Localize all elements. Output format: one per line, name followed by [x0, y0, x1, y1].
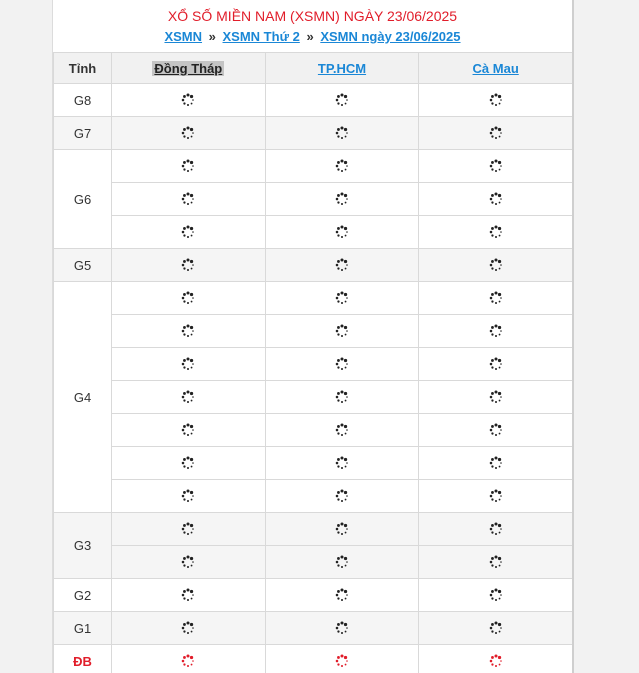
- province-link-ca-mau[interactable]: Cà Mau: [472, 60, 519, 76]
- result-cell-tp-hcm: [265, 216, 419, 249]
- loading-spinner-icon: [489, 324, 503, 338]
- loading-spinner-icon: [335, 225, 349, 239]
- result-cell-ca-mau: [419, 612, 573, 645]
- loading-spinner-icon: [335, 456, 349, 470]
- loading-spinner-icon: [335, 324, 349, 338]
- table-row: [54, 84, 573, 117]
- table-header-row: [54, 53, 573, 84]
- table-row: [54, 612, 573, 645]
- loading-spinner-icon: [181, 621, 195, 635]
- loading-spinner-icon: [489, 423, 503, 437]
- prize-label: G4: [54, 282, 112, 513]
- loading-spinner-icon: [335, 423, 349, 437]
- loading-spinner-icon: [181, 126, 195, 140]
- result-cell-ca-mau: [419, 249, 573, 282]
- result-cell-dong-thap: [112, 513, 266, 546]
- page-title: XỔ SỐ MIỀN NAM (XSMN) NGÀY 23/06/2025: [167, 8, 458, 24]
- result-cell-dong-thap: [112, 480, 266, 513]
- column-header-province-label: Tỉnh: [54, 53, 112, 84]
- loading-spinner-icon: [335, 291, 349, 305]
- result-cell-tp-hcm: [265, 282, 419, 315]
- loading-spinner-icon: [489, 489, 503, 503]
- result-cell-dong-thap: [112, 579, 266, 612]
- result-cell-ca-mau: [419, 117, 573, 150]
- loading-spinner-icon: [181, 159, 195, 173]
- loading-spinner-icon: [181, 522, 195, 536]
- loading-spinner-icon: [181, 456, 195, 470]
- table-row: [54, 414, 573, 447]
- loading-spinner-icon: [489, 390, 503, 404]
- breadcrumb: [53, 27, 572, 47]
- prize-label: G8: [54, 84, 112, 117]
- prize-label: ĐB: [54, 645, 112, 673]
- loading-spinner-icon: [335, 126, 349, 140]
- result-cell-dong-thap: [112, 546, 266, 579]
- table-row: [54, 480, 573, 513]
- result-cell-tp-hcm: [265, 84, 419, 117]
- loading-spinner-icon: [181, 258, 195, 272]
- result-cell-ca-mau: [419, 381, 573, 414]
- loading-spinner-icon: [489, 555, 503, 569]
- table-row: [54, 117, 573, 150]
- loading-spinner-icon: [181, 390, 195, 404]
- result-cell-dong-thap: [112, 612, 266, 645]
- loading-spinner-icon: [489, 522, 503, 536]
- loading-spinner-icon: [489, 126, 503, 140]
- prize-label: G2: [54, 579, 112, 612]
- table-row: [54, 546, 573, 579]
- prize-label: G7: [54, 117, 112, 150]
- loading-spinner-icon: [335, 654, 349, 668]
- result-cell-dong-thap: [112, 117, 266, 150]
- loading-spinner-icon: [489, 93, 503, 107]
- result-cell-tp-hcm: [265, 150, 419, 183]
- column-header-ca-mau[interactable]: [419, 53, 573, 84]
- table-row: [54, 381, 573, 414]
- loading-spinner-icon: [489, 654, 503, 668]
- breadcrumb-link-xsmn-thu-2[interactable]: XSMN Thứ 2: [222, 29, 300, 44]
- result-cell-tp-hcm: [265, 348, 419, 381]
- prize-label: G3: [54, 513, 112, 579]
- loading-spinner-icon: [489, 159, 503, 173]
- result-cell-dong-thap: [112, 216, 266, 249]
- table-row: [54, 183, 573, 216]
- result-cell-tp-hcm: [265, 381, 419, 414]
- table-row: [54, 447, 573, 480]
- column-header-tp-hcm[interactable]: [265, 53, 419, 84]
- loading-spinner-icon: [335, 159, 349, 173]
- result-cell-dong-thap: [112, 183, 266, 216]
- result-cell-tp-hcm: [265, 117, 419, 150]
- results-card: [52, 0, 574, 673]
- table-row: [54, 645, 573, 673]
- province-link-tp-hcm[interactable]: TP.HCM: [317, 60, 367, 76]
- loading-spinner-icon: [181, 225, 195, 239]
- loading-spinner-icon: [489, 225, 503, 239]
- result-cell-ca-mau: [419, 414, 573, 447]
- table-row: [54, 315, 573, 348]
- result-cell-tp-hcm: [265, 513, 419, 546]
- result-cell-tp-hcm: [265, 249, 419, 282]
- loading-spinner-icon: [335, 258, 349, 272]
- result-cell-tp-hcm: [265, 612, 419, 645]
- table-row: [54, 150, 573, 183]
- result-cell-dong-thap: [112, 381, 266, 414]
- result-cell-dong-thap: [112, 150, 266, 183]
- table-row: [54, 579, 573, 612]
- loading-spinner-icon: [335, 93, 349, 107]
- result-cell-dong-thap: [112, 249, 266, 282]
- loading-spinner-icon: [181, 588, 195, 602]
- loading-spinner-icon: [335, 555, 349, 569]
- prize-label: G1: [54, 612, 112, 645]
- result-cell-ca-mau: [419, 348, 573, 381]
- result-cell-dong-thap: [112, 315, 266, 348]
- loading-spinner-icon: [181, 291, 195, 305]
- result-cell-ca-mau: [419, 513, 573, 546]
- result-cell-tp-hcm: [265, 579, 419, 612]
- table-row: [54, 513, 573, 546]
- breadcrumb-separator: »: [306, 29, 314, 44]
- loading-spinner-icon: [489, 588, 503, 602]
- loading-spinner-icon: [335, 390, 349, 404]
- result-cell-dong-thap: [112, 84, 266, 117]
- loading-spinner-icon: [181, 192, 195, 206]
- result-cell-tp-hcm: [265, 645, 419, 673]
- breadcrumb-link-xsmn[interactable]: XSMN: [164, 29, 203, 44]
- result-cell-tp-hcm: [265, 447, 419, 480]
- loading-spinner-icon: [489, 621, 503, 635]
- loading-spinner-icon: [181, 654, 195, 668]
- loading-spinner-icon: [181, 93, 195, 107]
- result-cell-dong-thap: [112, 645, 266, 673]
- result-cell-ca-mau: [419, 282, 573, 315]
- result-cell-ca-mau: [419, 645, 573, 673]
- result-cell-ca-mau: [419, 546, 573, 579]
- loading-spinner-icon: [489, 192, 503, 206]
- loading-spinner-icon: [489, 456, 503, 470]
- result-cell-tp-hcm: [265, 414, 419, 447]
- result-cell-ca-mau: [419, 579, 573, 612]
- result-cell-tp-hcm: [265, 480, 419, 513]
- province-tab-dong-thap[interactable]: Đồng Tháp: [154, 60, 223, 76]
- loading-spinner-icon: [181, 555, 195, 569]
- loading-spinner-icon: [335, 588, 349, 602]
- result-cell-dong-thap: [112, 348, 266, 381]
- loading-spinner-icon: [335, 357, 349, 371]
- prize-label: G6: [54, 150, 112, 249]
- result-cell-ca-mau: [419, 315, 573, 348]
- prize-label: G5: [54, 249, 112, 282]
- table-row: [54, 282, 573, 315]
- result-cell-ca-mau: [419, 480, 573, 513]
- result-cell-dong-thap: [112, 282, 266, 315]
- loading-spinner-icon: [181, 489, 195, 503]
- results-table: [53, 52, 573, 673]
- loading-spinner-icon: [181, 357, 195, 371]
- breadcrumb-separator: »: [208, 29, 216, 44]
- result-cell-dong-thap: [112, 447, 266, 480]
- result-cell-tp-hcm: [265, 183, 419, 216]
- loading-spinner-icon: [335, 621, 349, 635]
- loading-spinner-icon: [181, 324, 195, 338]
- result-cell-ca-mau: [419, 216, 573, 249]
- breadcrumb-link-xsmn-date[interactable]: XSMN ngày 23/06/2025: [320, 29, 461, 44]
- result-cell-dong-thap: [112, 414, 266, 447]
- loading-spinner-icon: [181, 423, 195, 437]
- column-header-dong-thap[interactable]: [112, 53, 266, 84]
- result-cell-ca-mau: [419, 183, 573, 216]
- result-cell-ca-mau: [419, 447, 573, 480]
- loading-spinner-icon: [335, 522, 349, 536]
- result-cell-tp-hcm: [265, 315, 419, 348]
- result-cell-tp-hcm: [265, 546, 419, 579]
- table-row: [54, 216, 573, 249]
- table-row: [54, 249, 573, 282]
- result-cell-ca-mau: [419, 150, 573, 183]
- loading-spinner-icon: [489, 357, 503, 371]
- result-cell-ca-mau: [419, 84, 573, 117]
- table-row: [54, 348, 573, 381]
- loading-spinner-icon: [489, 291, 503, 305]
- loading-spinner-icon: [489, 258, 503, 272]
- loading-spinner-icon: [335, 192, 349, 206]
- loading-spinner-icon: [335, 489, 349, 503]
